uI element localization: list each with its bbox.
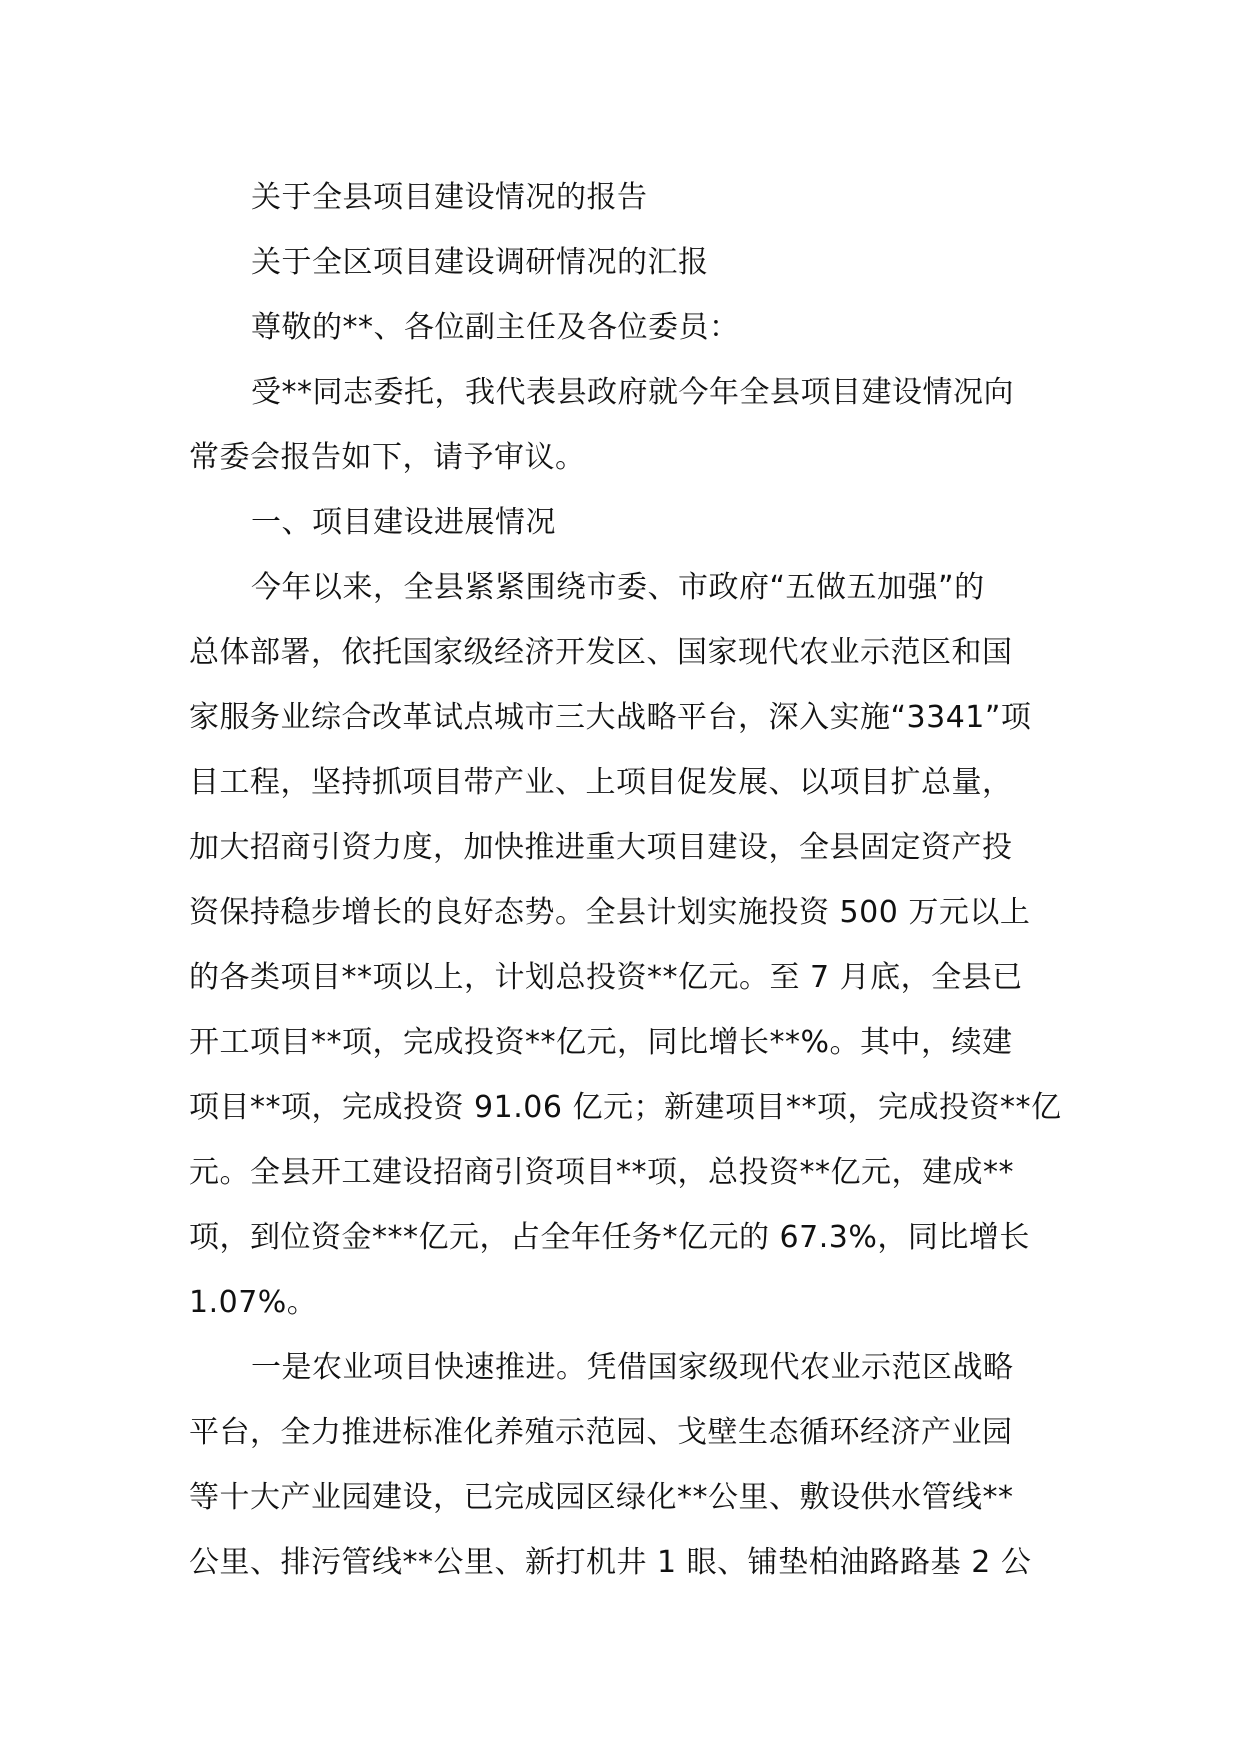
body-line: 元。全县开工建设招商引资项目**项，总投资**亿元，建成**: [189, 1155, 1014, 1190]
report-title: 关于全县项目建设情况的报告: [251, 180, 648, 215]
agri-line: 等十大产业园建设，已完成园区绿化**公里、敷设供水管线**: [189, 1480, 1014, 1515]
body-line: 总体部署，依托国家级经济开发区、国家现代农业示范区和国: [189, 635, 1013, 670]
body-line: 今年以来，全县紧紧围绕市委、市政府“五做五加强”的: [251, 570, 985, 605]
body-line: 加大招商引资力度，加快推进重大项目建设，全县固定资产投: [189, 830, 1013, 865]
body-line: 的各类项目**项以上，计划总投资**亿元。至 7 月底，全县已: [189, 960, 1023, 995]
agri-line: 公里、排污管线**公里、新打机井 1 眼、铺垫柏油路路基 2 公: [189, 1545, 1032, 1580]
body-line: 目工程，坚持抓项目带产业、上项目促发展、以项目扩总量，: [189, 765, 1013, 800]
document-page: [189, 165, 1062, 1595]
report-subtitle: 关于全区项目建设调研情况的汇报: [251, 245, 709, 280]
intro-line: 受**同志委托，我代表县政府就今年全县项目建设情况向: [251, 375, 1014, 410]
section-title: 一、项目建设进展情况: [251, 505, 556, 540]
body-line: 项，到位资金***亿元，占全年任务*亿元的 67.3%，同比增长: [189, 1220, 1030, 1255]
salutation: 尊敬的**、各位副主任及各位委员：: [251, 310, 740, 345]
body-line: 家服务业综合改革试点城市三大战略平台，深入实施“3341”项: [189, 700, 1032, 735]
agri-line: 一是农业项目快速推进。凭借国家级现代农业示范区战略: [251, 1350, 1014, 1385]
body-line: 资保持稳步增长的良好态势。全县计划实施投资 500 万元以上: [189, 895, 1031, 930]
body-line: 项目**项，完成投资 91.06 亿元；新建项目**项，完成投资**亿: [189, 1090, 1062, 1125]
body-line: 1.07%。: [189, 1285, 318, 1320]
body-line: 开工项目**项，完成投资**亿元，同比增长**%。其中，续建: [189, 1025, 1013, 1060]
agri-line: 平台，全力推进标准化养殖示范园、戈壁生态循环经济产业园: [189, 1415, 1013, 1450]
intro-line: 常委会报告如下，请予审议。: [189, 440, 586, 475]
